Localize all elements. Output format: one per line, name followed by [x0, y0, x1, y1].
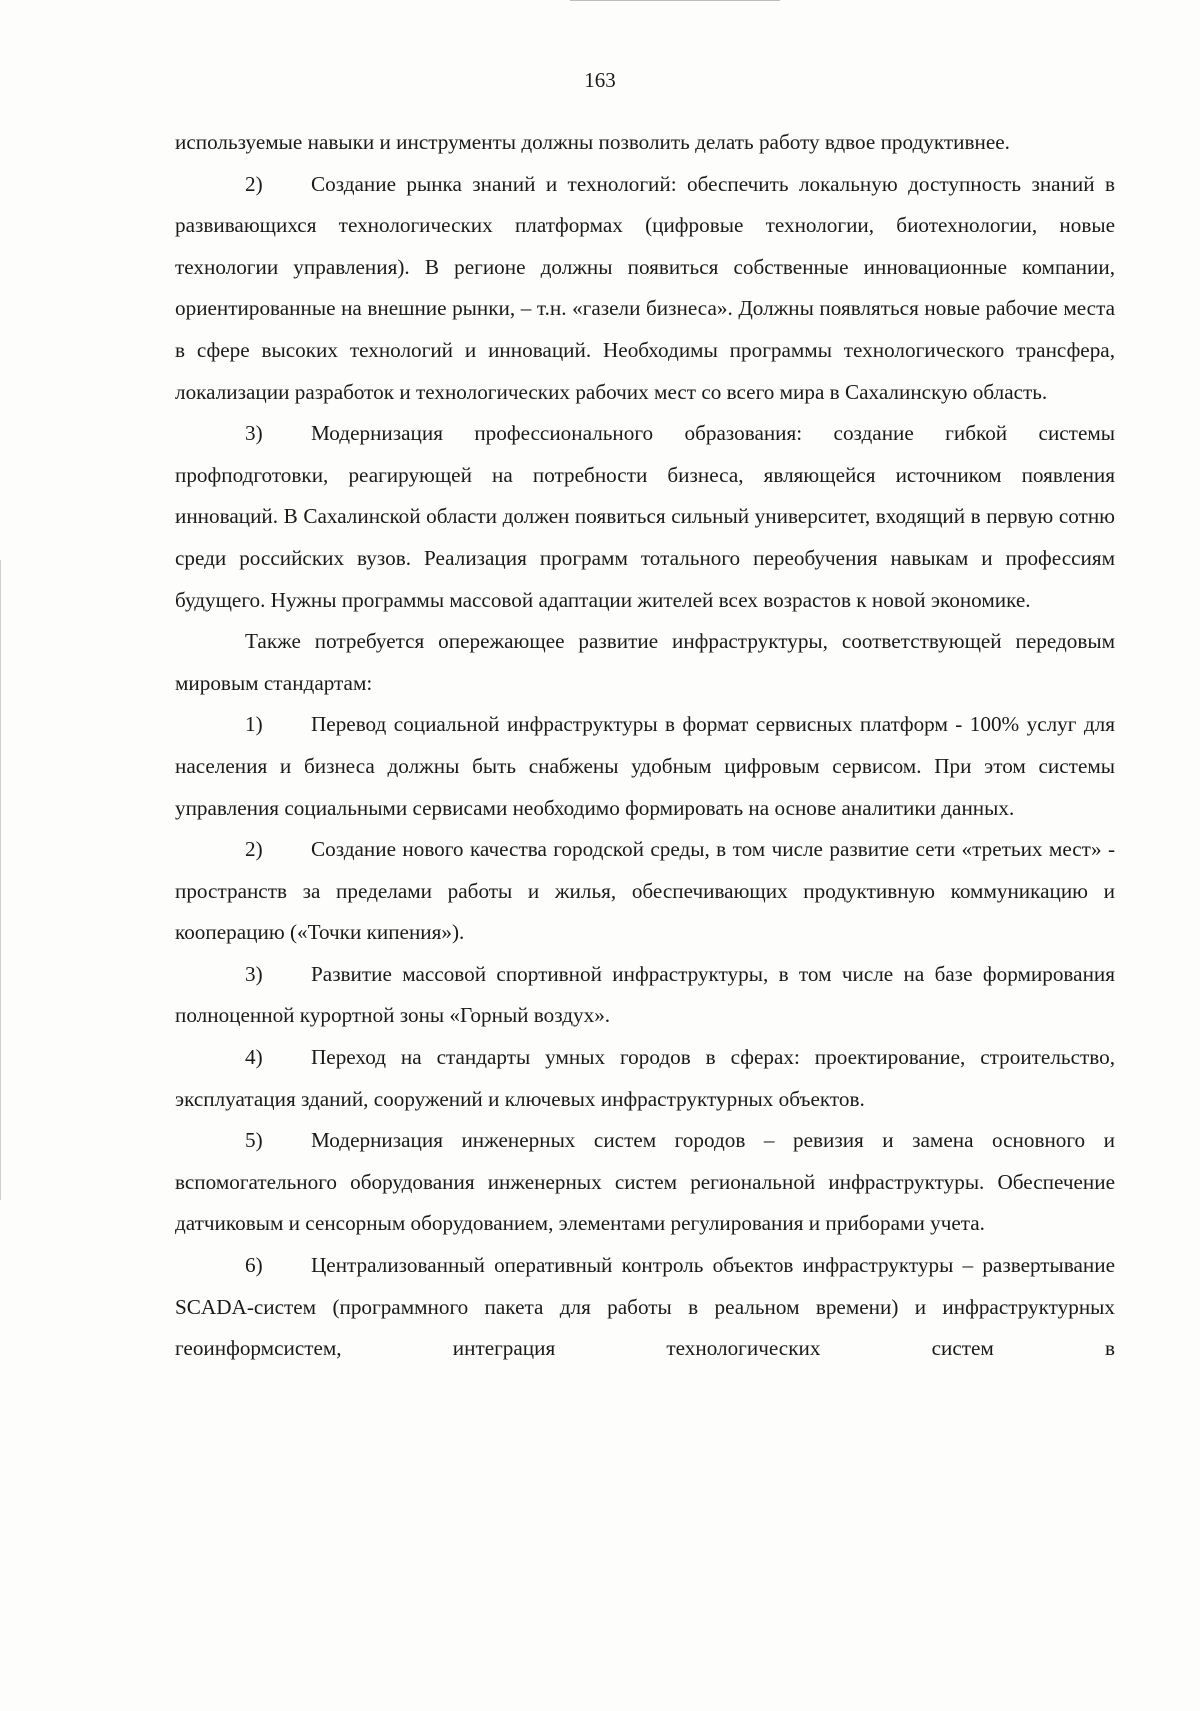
page-body — [175, 122, 1115, 1370]
list-item-text: Развитие массовой спортивной инфраструктуры, в том числе на базе формирования полноценной курортной зоны «Горный воздух». — [175, 961, 1115, 1028]
list-number: 5) — [245, 1128, 263, 1153]
list-number: 2) — [245, 837, 263, 862]
page-number: 163 — [584, 68, 616, 92]
list-number: 2) — [245, 171, 263, 196]
list-item-text: Создание рынка знаний и технологий: обеспечить локальную доступность знаний в развивающихся технологических платформах (цифровые технологии, биотехнологии, новые технологии управления). В регионе должны появиться собственные инновационные компании, ориентированные на внешние рынки, – т.н. «газели бизнеса». Должны появляться новые рабочие места в сфере высоких технологий и инноваций. Необходимы программы технологического трансфера, локализации разработок и технологических рабочих мест со всего мира в Сахалинскую область. — [175, 171, 1115, 404]
list-item-1-social-infrastructure — [175, 704, 1115, 829]
list-item-3-education — [175, 413, 1115, 621]
paragraph-continuation: используемые навыки и инструменты должны позволить делать работу вдвое продуктивнее. — [175, 130, 1010, 154]
list-number: 4) — [245, 1045, 263, 1070]
list-number: 1) — [245, 712, 263, 737]
scan-artifact-left-edge — [0, 560, 1, 1200]
list-item-text: Модернизация инженерных систем городов – ревизия и замена основного и вспомогательного оборудования инженерных систем региональной инфраструктуры. Обеспечение датчиковым и сенсорным оборудованием, элементами регулирования и приборами учета. — [175, 1128, 1115, 1236]
list-item-2-knowledge-market — [175, 164, 1115, 414]
list-item-text: Модернизация профессионального образования: создание гибкой системы профподготовки, реагирующей на потребности бизнеса, являющейся источником появления инноваций. В Сахалинской области должен появиться сильный университет, входящий в первую сотню среди российских вузов. Реализация программ тотального переобучения навыкам и профессиям будущего. Нужны программы массовой адаптации жителей всех возрастов к новой экономике. — [175, 421, 1115, 612]
list-item-4-smart-cities — [175, 1037, 1115, 1120]
list-item-text: Переход на стандарты умных городов в сферах: проектирование, строительство, эксплуатация зданий, сооружений и ключевых инфраструктурных объектов. — [175, 1045, 1115, 1111]
scan-artifact-top — [570, 0, 780, 1]
list-item-text: Централизованный оперативный контроль объектов инфраструктуры – развертывание SCADA-систем (программного пакета для работы в реальном времени) и инфраструктурных геоинформсистем, интеграция технологических систем в — [175, 1253, 1115, 1361]
list-item-6-centralized-control — [175, 1245, 1115, 1370]
list-item-text: Создание нового качества городской среды, в том числе развитие сети «третьих мест» - пространств за пределами работы и жилья, обеспечивающих продуктивную коммуникацию и кооперацию («Точки кипения»). — [175, 837, 1115, 945]
list-number: 3) — [245, 961, 263, 986]
list-item-text: Перевод социальной инфраструктуры в формат сервисных платформ - 100% услуг для населения и бизнеса должны быть снабжены удобным цифровым сервисом. При этом системы управления социальными сервисами необходимо формировать на основе аналитики данных. — [175, 712, 1115, 820]
list-number: 6) — [245, 1253, 263, 1278]
list-number: 3) — [245, 421, 263, 446]
list-item-5-engineering-systems — [175, 1120, 1115, 1245]
paragraph-infrastructure-intro: Также потребуется опережающее развитие инфраструктуры, соответствующей передовым мировым стандартам: — [175, 629, 1115, 695]
list-item-2-urban-environment — [175, 829, 1115, 954]
list-item-3-sports-infrastructure — [175, 954, 1115, 1037]
